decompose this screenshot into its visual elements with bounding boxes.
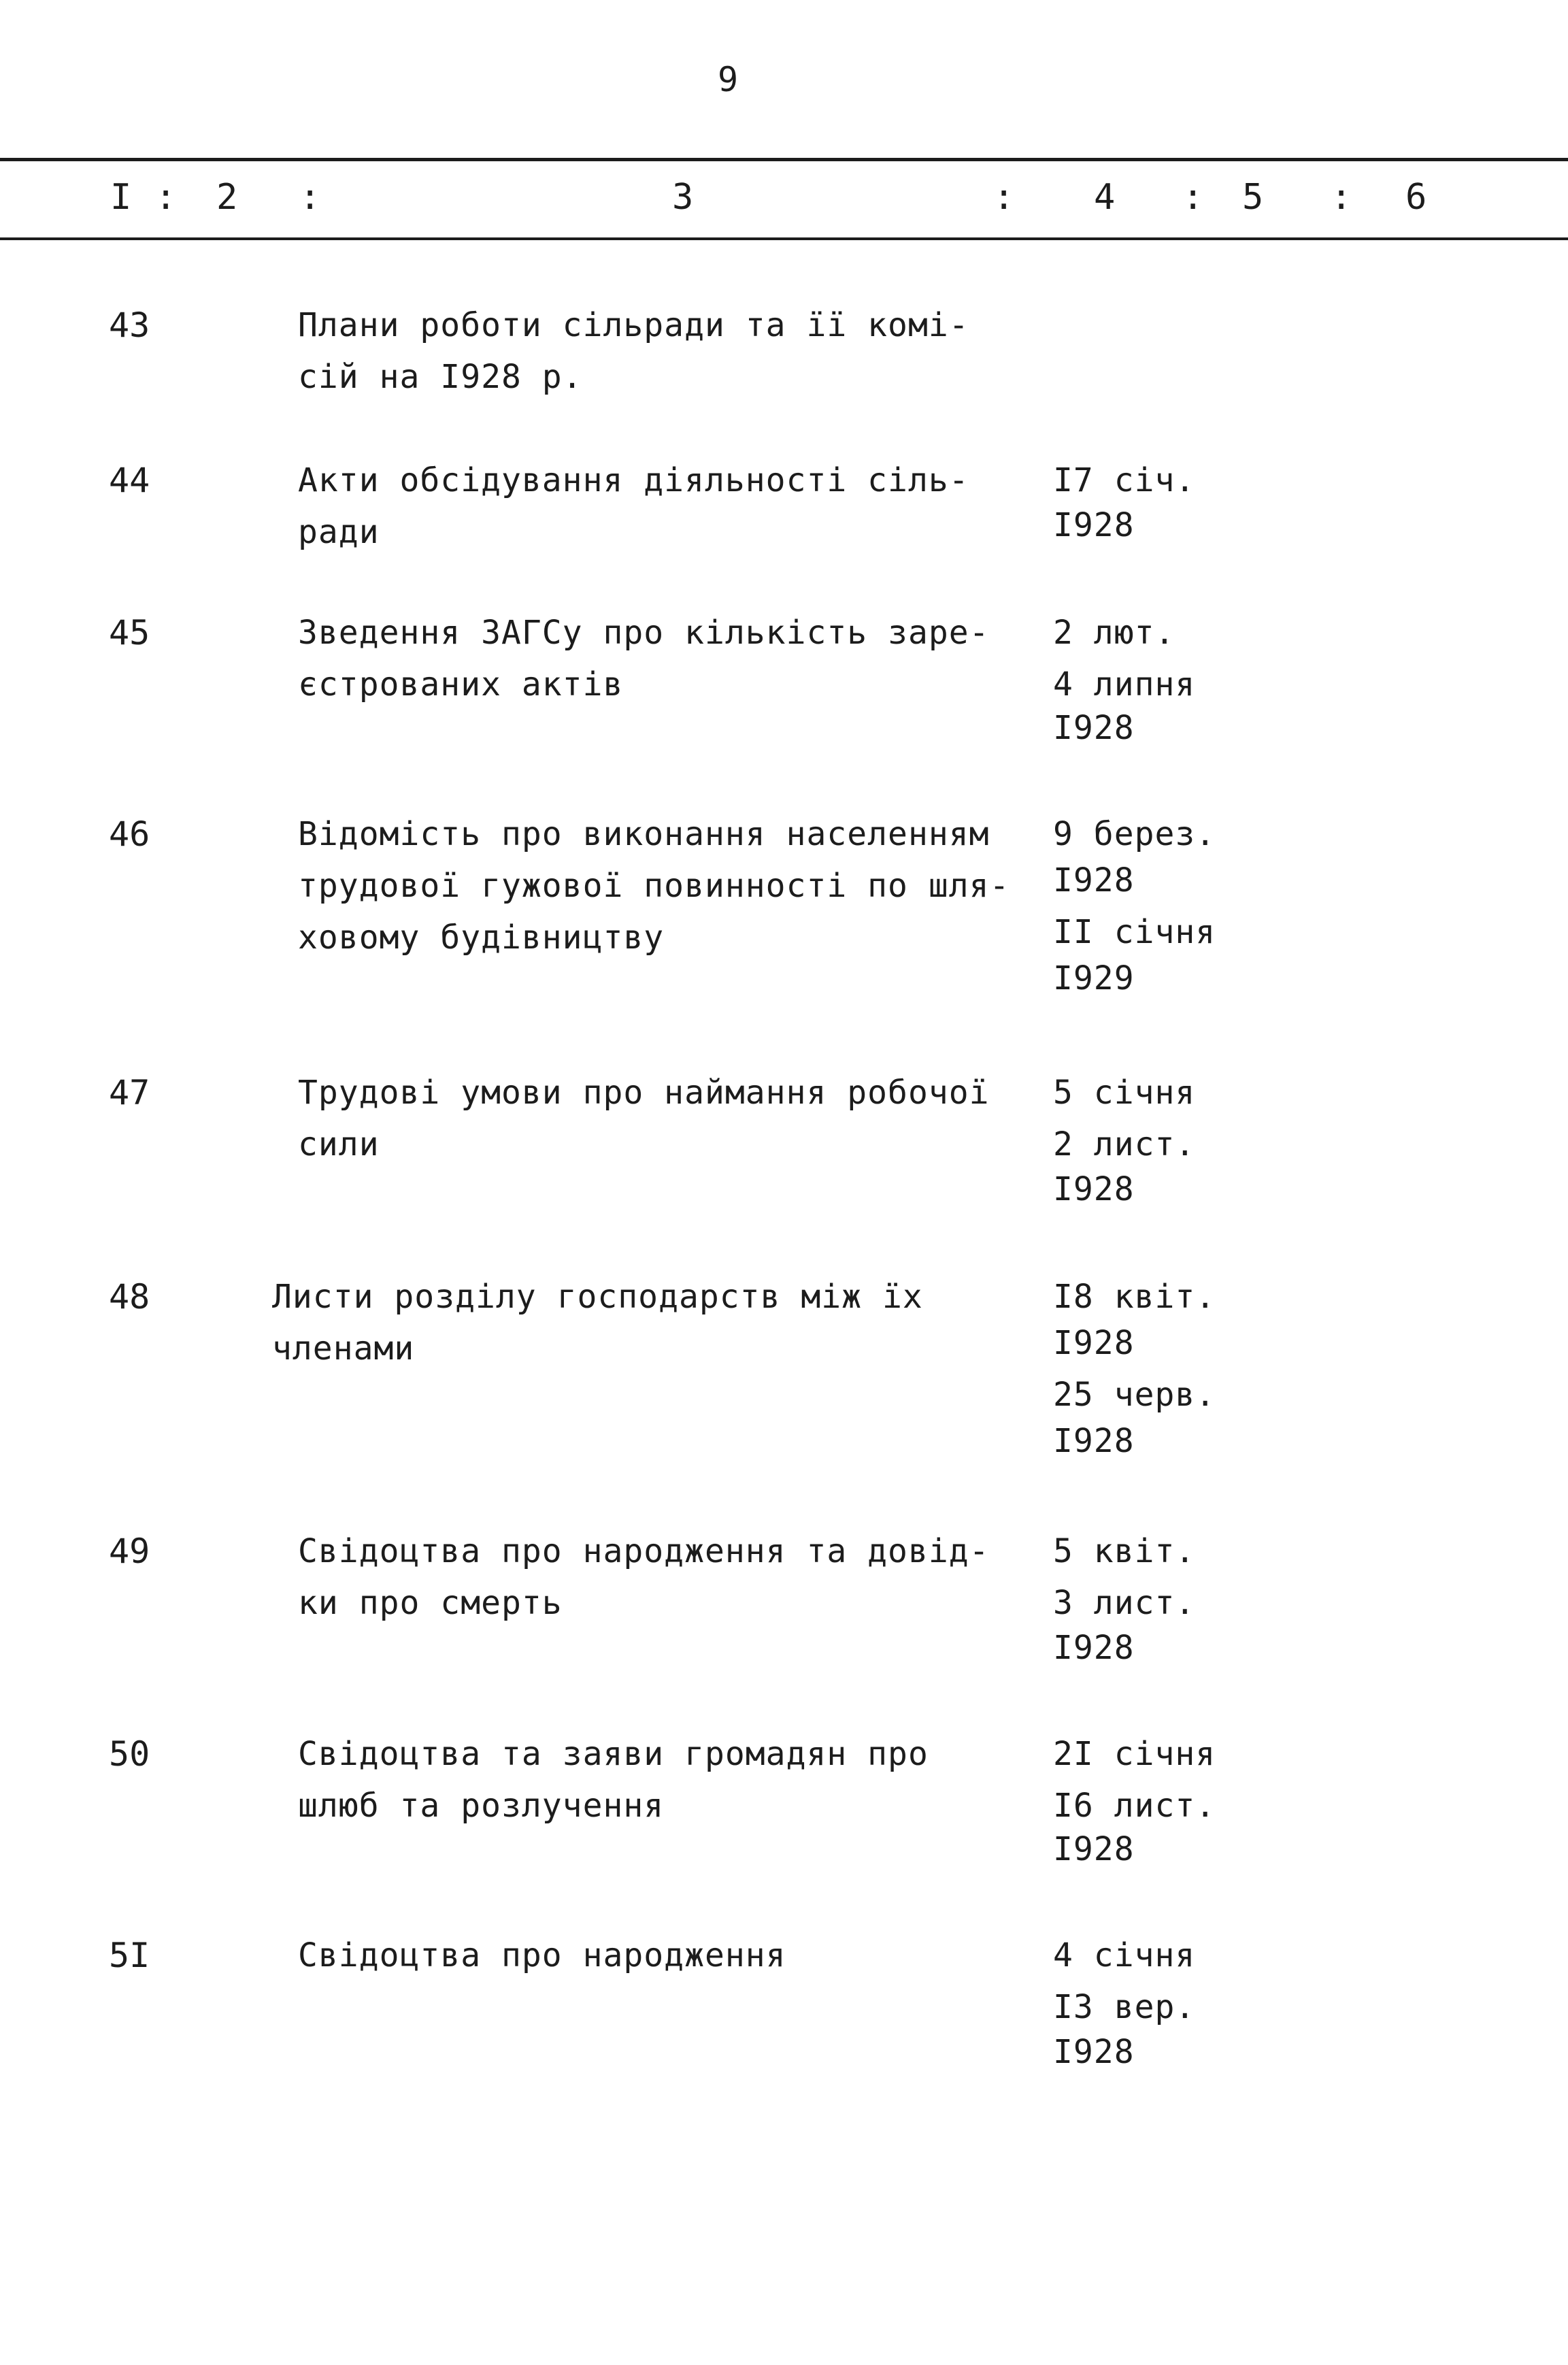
row-dates xyxy=(1053,607,1195,754)
date-line: 5 січня xyxy=(1053,1074,1196,1112)
date-line: 2 лют. xyxy=(1053,614,1175,652)
date-line: I928 xyxy=(1053,861,1135,899)
row-dates xyxy=(1053,1271,1216,1467)
row-title xyxy=(298,1525,1019,1629)
row-dates xyxy=(1053,1930,1195,2078)
table-header-rule-top xyxy=(0,158,1568,161)
title-line: сили xyxy=(298,1125,380,1163)
header-col4: 4 xyxy=(1094,177,1116,218)
row-dates xyxy=(1053,1728,1216,1875)
header-sep4: : xyxy=(1182,177,1204,218)
header-sep2: : xyxy=(299,177,321,218)
row-number: 46 xyxy=(109,814,150,854)
header-sep3: : xyxy=(993,177,1015,218)
header-sep1: : xyxy=(155,177,177,218)
title-line: ради xyxy=(298,513,380,551)
title-line: Плани роботи сільради та її комі- xyxy=(298,306,969,344)
date-line: I7 січ. xyxy=(1053,461,1196,499)
date-line: I928 xyxy=(1053,1170,1135,1208)
title-line: ки про смерть xyxy=(298,1584,563,1622)
row-title xyxy=(298,1728,1019,1832)
date-line: I928 xyxy=(1053,1830,1135,1868)
title-line: Свідоцтва про народження та довід- xyxy=(298,1532,990,1570)
row-number: 5I xyxy=(109,1936,150,1975)
title-line: Свідоцтва про народження xyxy=(298,1936,786,1974)
date-line: I8 квіт. xyxy=(1053,1278,1216,1316)
row-title xyxy=(298,808,1019,963)
page-number: 9 xyxy=(717,60,739,99)
title-line: Листи розділу господарств між їх xyxy=(272,1278,923,1316)
date-line: 5 квіт. xyxy=(1053,1532,1196,1570)
row-title xyxy=(298,1067,1019,1170)
date-line: I3 вер. xyxy=(1053,1988,1196,2026)
date-line: I928 xyxy=(1053,1324,1135,1362)
title-line: ховому будівництву xyxy=(298,919,665,957)
date-line: I928 xyxy=(1053,1422,1135,1460)
title-line: трудової гужової повинності по шля- xyxy=(298,867,1010,905)
date-line: I929 xyxy=(1053,959,1135,997)
title-line: Зведення ЗАГСу про кількість заре- xyxy=(298,614,990,652)
date-line: I928 xyxy=(1053,1629,1135,1667)
row-number: 44 xyxy=(109,461,150,500)
date-line: I928 xyxy=(1053,2033,1135,2071)
header-col2: 2 xyxy=(216,177,238,218)
row-title xyxy=(298,607,1019,710)
title-line: єстрованих актів xyxy=(298,665,624,704)
date-line: 9 берез. xyxy=(1053,815,1216,853)
row-title xyxy=(298,1930,1019,1981)
title-line: членами xyxy=(272,1329,415,1368)
table-header-rule-bottom xyxy=(0,237,1568,240)
date-line: 2I січня xyxy=(1053,1735,1216,1773)
title-line: Відомість про виконання населенням xyxy=(298,815,990,853)
title-line: сій на I928 р. xyxy=(298,358,583,396)
title-line: Свідоцтва та заяви громадян про xyxy=(298,1735,929,1773)
date-line: I6 лист. xyxy=(1053,1787,1216,1825)
row-number: 45 xyxy=(109,613,150,652)
header-col1: I xyxy=(110,177,132,218)
row-number: 47 xyxy=(109,1073,150,1112)
date-line: 25 черв. xyxy=(1053,1376,1216,1414)
date-line: 4 липня xyxy=(1053,665,1196,704)
date-line: 3 лист. xyxy=(1053,1584,1196,1622)
date-line: 2 лист. xyxy=(1053,1125,1196,1163)
row-dates xyxy=(1053,808,1216,1004)
row-dates xyxy=(1053,454,1195,551)
row-dates xyxy=(1053,1525,1195,1674)
date-line: 4 січня xyxy=(1053,1936,1196,1974)
row-dates xyxy=(1053,1067,1195,1215)
header-sep5: : xyxy=(1331,177,1352,218)
title-line: шлюб та розлучення xyxy=(298,1787,665,1825)
header-col3: 3 xyxy=(672,177,694,218)
title-line: Акти обсідування діяльності сіль- xyxy=(298,461,969,499)
header-col5: 5 xyxy=(1242,177,1264,218)
header-col6: 6 xyxy=(1405,177,1427,218)
row-number: 49 xyxy=(109,1532,150,1571)
title-line: Трудові умови про наймання робочої xyxy=(298,1074,990,1112)
date-line: I928 xyxy=(1053,709,1135,747)
row-number: 50 xyxy=(109,1734,150,1774)
date-line: II січня xyxy=(1053,913,1216,951)
row-title xyxy=(272,1271,993,1374)
row-title xyxy=(298,299,1019,403)
row-number: 43 xyxy=(109,305,150,345)
date-line: I928 xyxy=(1053,506,1135,544)
row-number: 48 xyxy=(109,1277,150,1317)
row-title xyxy=(298,454,1019,558)
